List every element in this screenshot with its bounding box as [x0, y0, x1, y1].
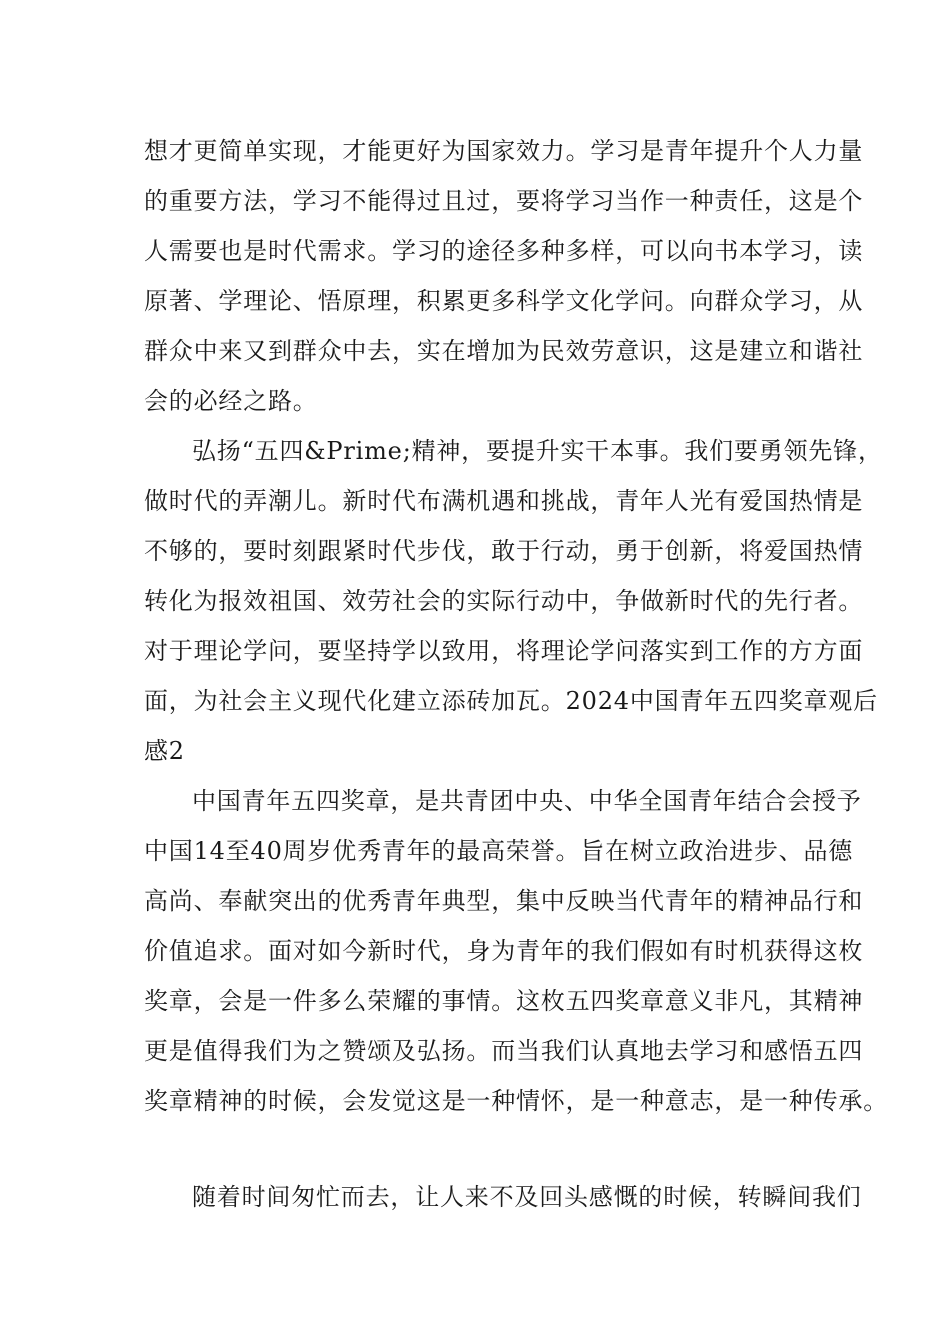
text-line: 奖章，会是一件多么荣耀的事情。这枚五四奖章意义非凡，其精神 — [144, 987, 864, 1015]
text-line: 原著、学理论、悟原理，积累更多科学文化学问。向群众学习，从 — [144, 287, 864, 315]
text-line: 面，为社会主义现代化建立添砖加瓦。2024中国青年五四奖章观后 — [144, 687, 878, 715]
text-line: 奖章精神的时候，会发觉这是一种情怀，是一种意志，是一种传承。 — [144, 1087, 888, 1115]
text-line: 转化为报效祖国、效劳社会的实际行动中，争做新时代的先行者。 — [144, 587, 864, 615]
text-line: 价值追求。面对如今新时代，身为青年的我们假如有时机获得这枚 — [144, 937, 864, 965]
text-line: 做时代的弄潮儿。新时代布满机遇和挑战，青年人光有爱国热情是 — [144, 487, 864, 515]
text-line: 人需要也是时代需求。学习的途径多种多样，可以向书本学习，读 — [144, 237, 864, 265]
text-line: 对于理论学问，要坚持学以致用，将理论学问落实到工作的方方面 — [144, 637, 864, 665]
text-line: 随着时间匆忙而去，让人来不及回头感慨的时候，转瞬间我们 — [192, 1183, 862, 1211]
text-line: 的重要方法，学习不能得过且过，要将学习当作一种责任，这是个 — [144, 187, 864, 215]
text-line: 会的必经之路。 — [144, 387, 318, 415]
text-line: 群众中来又到群众中去，实在增加为民效劳意识，这是建立和谐社 — [144, 337, 864, 365]
text-line: 不够的，要时刻跟紧时代步伐，敢于行动，勇于创新，将爱国热情 — [144, 537, 864, 565]
text-line: 中国青年五四奖章，是共青团中央、中华全国青年结合会授予 — [192, 787, 862, 815]
text-line: 想才更简单实现，才能更好为国家效力。学习是青年提升个人力量 — [144, 137, 864, 165]
text-line: 高尚、奉献突出的优秀青年典型，集中反映当代青年的精神品行和 — [144, 887, 864, 915]
text-line: 中国14至40周岁优秀青年的最高荣誉。旨在树立政治进步、品德 — [144, 837, 854, 865]
text-line: 更是值得我们为之赞颂及弘扬。而当我们认真地去学习和感悟五四 — [144, 1037, 864, 1065]
text-line: 弘扬“五四&Prime;精神，要提升实干本事。我们要勇领先锋， — [192, 437, 883, 465]
text-line: 感2 — [144, 737, 185, 765]
